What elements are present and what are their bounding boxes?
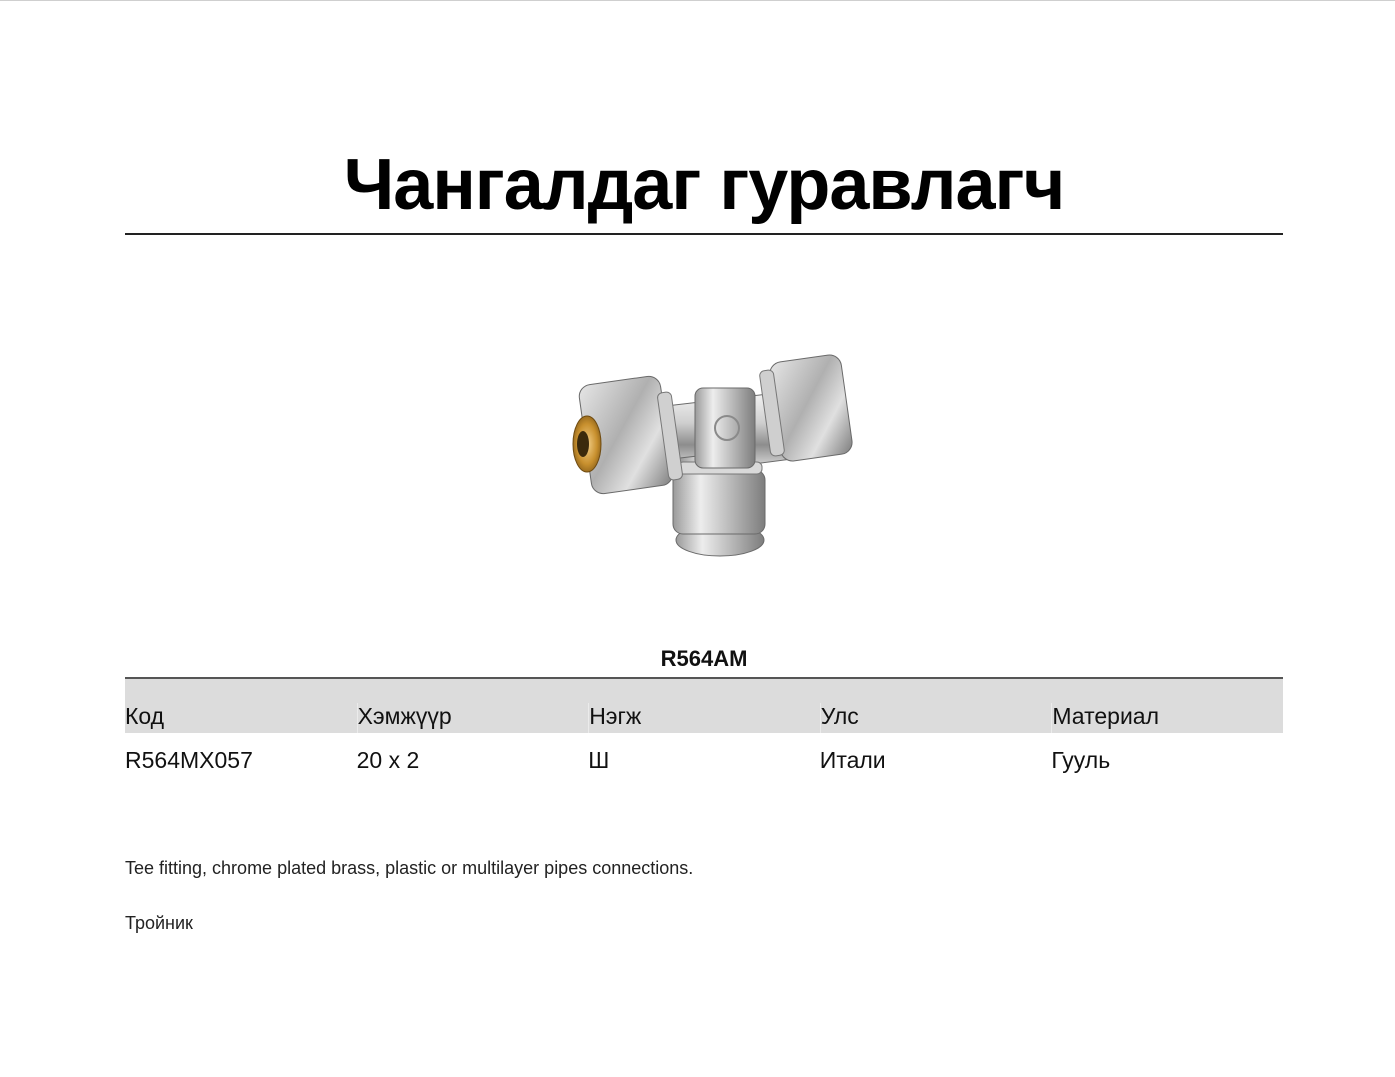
header-unit: Нэгж xyxy=(588,703,820,733)
header-size: Хэмжүүр xyxy=(357,703,589,733)
table-header-row xyxy=(125,679,1283,733)
document-title: Чангалдаг гуравлагч xyxy=(343,145,1065,225)
model-number: R564AM xyxy=(660,646,748,671)
header-code: Код xyxy=(125,703,165,729)
header-material: Материал xyxy=(1051,703,1283,733)
cell-material: Гууль xyxy=(1051,746,1111,773)
description-english: Tee fitting, chrome plated brass, plastic or multilayer pipes connections. xyxy=(125,858,694,878)
cell-unit: Ш xyxy=(588,746,610,773)
title-divider xyxy=(125,233,1283,235)
spec-table xyxy=(125,677,1283,787)
cell-code: R564MX057 xyxy=(125,746,253,773)
tee-fitting-icon xyxy=(545,340,865,560)
description-russian: Тройник xyxy=(125,913,193,933)
cell-size: 20 x 2 xyxy=(356,746,420,773)
cell-country: Итали xyxy=(819,746,886,773)
header-country: Улс xyxy=(820,703,1052,733)
table-row xyxy=(125,733,1283,787)
page-top-border xyxy=(0,0,1395,1)
